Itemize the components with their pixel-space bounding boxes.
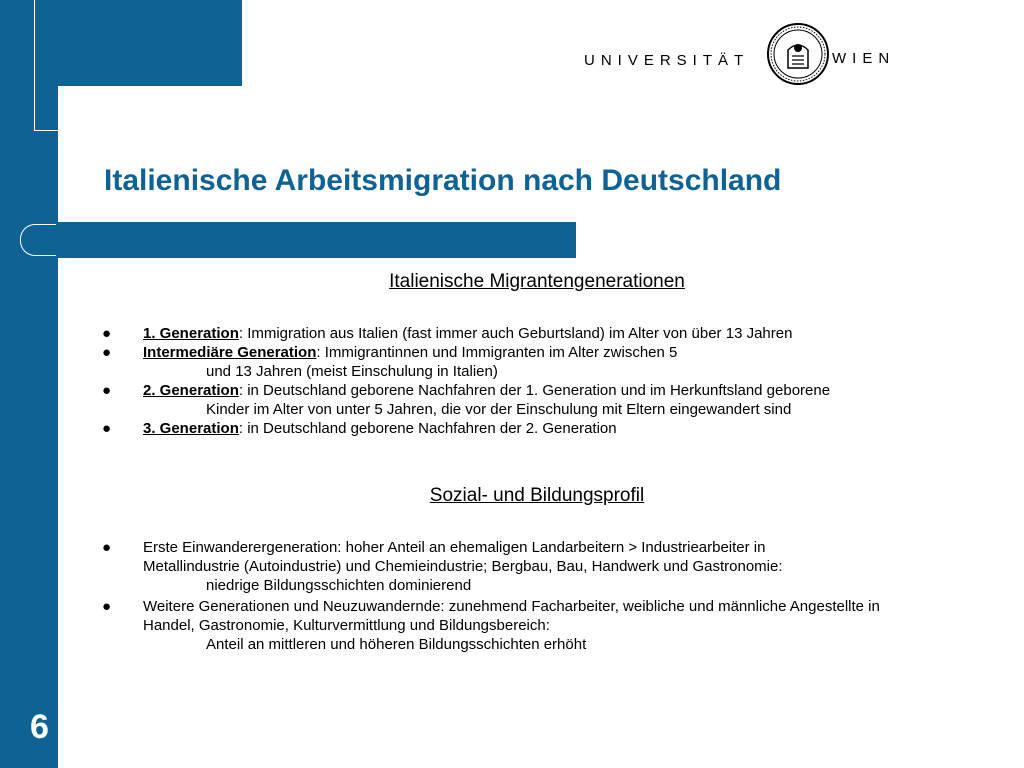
university-name-left: UNIVERSITÄT	[584, 52, 750, 69]
list-item	[100, 381, 980, 419]
list-item	[100, 343, 980, 381]
divider-line	[34, 0, 35, 130]
profile-text-continued: niedrige Bildungsschichten dominierend	[206, 577, 472, 594]
title-bar-cap-outline	[20, 224, 56, 256]
bullet-icon: ●	[102, 539, 112, 556]
bullet-icon: ●	[102, 382, 112, 399]
page-number: 6	[30, 708, 49, 746]
generation-text: : Immigration aus Italien (fast immer auch Geburtsland) im Alter von über 13 Jahren	[238, 325, 793, 342]
bullet-icon: ●	[102, 420, 112, 437]
generations-list	[100, 324, 980, 438]
profile-list	[100, 538, 980, 654]
generation-term: 1. Generation	[143, 325, 239, 342]
corner-curve	[58, 86, 98, 126]
generation-text: : in Deutschland geborene Nachfahren der 1. Generation und im Herkunftsland geborene	[238, 382, 831, 399]
university-name-right: WIEN	[832, 50, 896, 67]
top-block	[0, 0, 242, 86]
profile-text: Erste Einwanderergeneration: hoher Anteil an ehemaligen Landarbeitern > Industriearbeiter in Metallindustrie (Autoindustrie) und Chemieindustrie; Bergbau, Bau, Handwerk und Gastronomie:	[143, 539, 783, 575]
profile-text: Weitere Generationen und Neuzuwandernde: zunehmend Facharbeiter, weibliche und männliche Angestellte in Handel, Gastronomie, Kulturvermittlung und Bildungsbereich:	[143, 598, 880, 634]
generation-text: : Immigrantinnen und Immigranten im Alter zwischen 5	[316, 344, 678, 361]
generation-term: 2. Generation	[143, 382, 239, 399]
university-seal-icon	[766, 22, 830, 86]
bullet-icon: ●	[102, 344, 112, 361]
generation-term: 3. Generation	[143, 420, 239, 437]
bullet-icon: ●	[102, 598, 112, 615]
generation-text-continued: Kinder im Alter von unter 5 Jahren, die vor der Einschulung mit Eltern eingewandert sind	[206, 401, 792, 418]
side-bar	[0, 0, 58, 768]
list-item	[100, 324, 980, 343]
title-bar	[46, 222, 576, 258]
section-heading-profile: Sozial- und Bildungsprofil	[429, 485, 645, 506]
generation-text: : in Deutschland geborene Nachfahren der 2. Generation	[238, 420, 617, 437]
bullet-icon: ●	[102, 325, 112, 342]
list-item	[100, 419, 980, 438]
generation-term: Intermediäre Generation	[143, 344, 317, 361]
divider-line	[34, 130, 58, 131]
list-item	[100, 538, 980, 595]
slide-title: Italienische Arbeitsmigration nach Deutschland	[104, 164, 782, 197]
list-item	[100, 597, 980, 654]
section-heading-generations: Italienische Migrantengenerationen	[389, 271, 685, 292]
profile-text-continued: Anteil an mittleren und höheren Bildungsschichten erhöht	[206, 636, 587, 653]
generation-text-continued: und 13 Jahren (meist Einschulung in Italien)	[206, 363, 498, 380]
